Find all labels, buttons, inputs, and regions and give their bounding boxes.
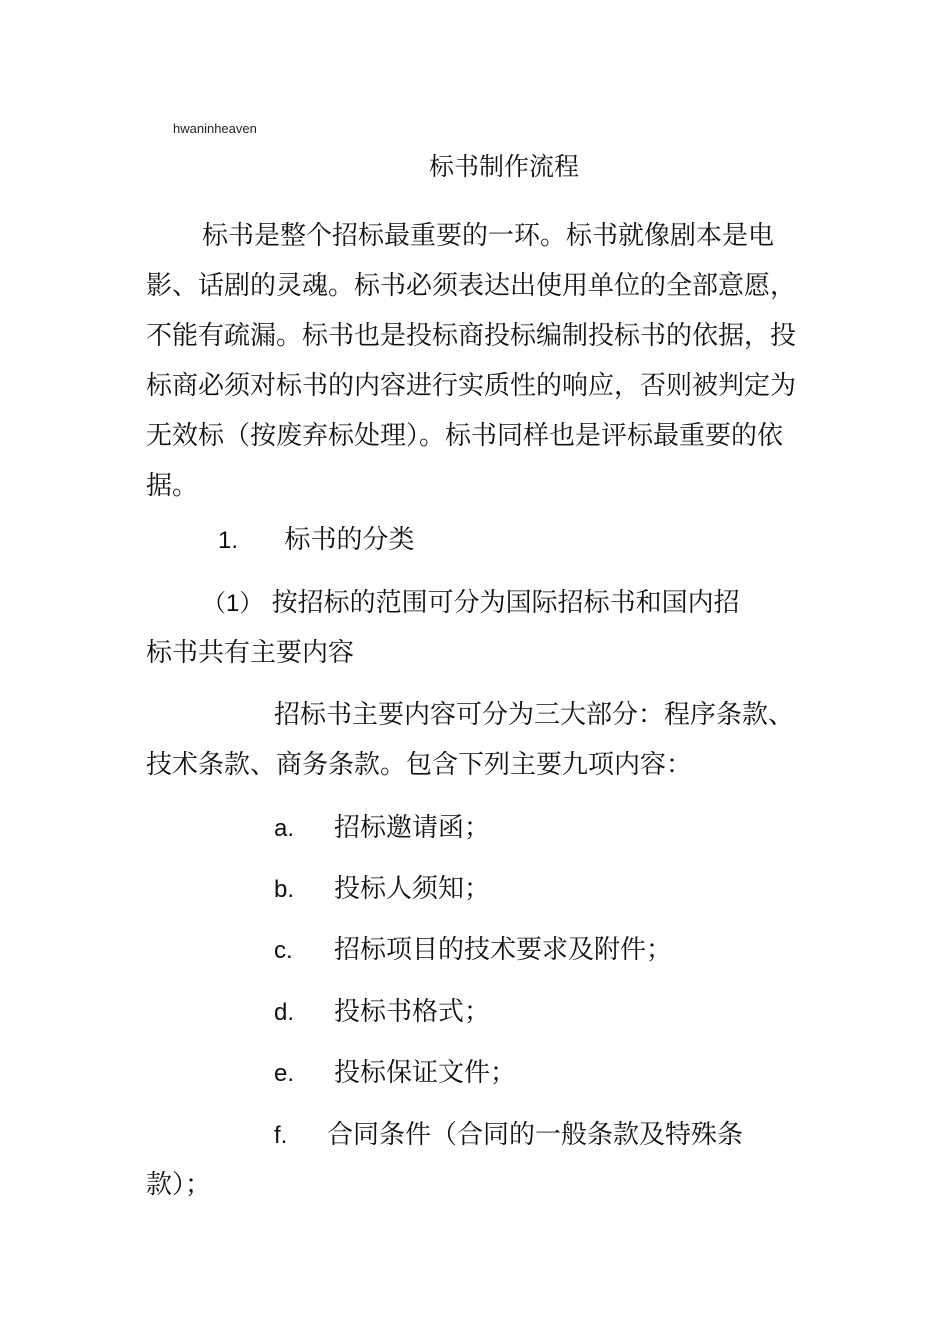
list-item-label: c.	[274, 937, 293, 964]
section-title: 标书的分类	[284, 525, 415, 555]
list-item-label: a.	[274, 815, 295, 842]
list-item-label: d.	[274, 999, 295, 1026]
subsection-text: 按招标的范围可分为国际招标书和国内招	[271, 588, 740, 618]
intro-paragraph: 标书是整个招标最重要的一环。标书就像剧本是电影、话剧的灵魂。标书必须表达出使用单位的全部意愿，不能有疏漏。标书也是投标商投标编制投标书的依据，投标商必须对标书的内容进行实质性的响应，否则被判定为无效标（按废弃标处理）。标书同样也是评标最重要的依据。	[146, 221, 797, 501]
list-item-text: 投标人须知；	[334, 874, 491, 904]
list-item-text: 投标书格式；	[334, 997, 491, 1027]
list-item	[274, 1056, 516, 1091]
section-heading	[218, 523, 415, 558]
list-item	[274, 933, 672, 968]
list-item-text: 合同条件（合同的一般条款及特殊条	[327, 1120, 744, 1150]
list-item-label: e.	[274, 1060, 295, 1087]
list-item	[274, 811, 490, 846]
list-item	[274, 872, 490, 907]
subsection-line-1	[202, 586, 740, 621]
header-author: hwaninheaven	[173, 121, 257, 136]
section-number: 1.	[218, 527, 239, 554]
content-paragraph: 招标书主要内容可分为三大部分：程序条款、技术条款、商务条款。包含下列主要九项内容：	[146, 700, 795, 780]
subsection-line-2: 标书共有主要内容	[146, 638, 355, 668]
list-item	[274, 995, 490, 1030]
list-item	[274, 1118, 743, 1153]
list-item-label: f.	[274, 1122, 288, 1149]
subsection-number: （1）	[202, 590, 264, 617]
list-item-label: b.	[274, 876, 295, 903]
list-item-text: 招标邀请函；	[334, 813, 491, 843]
list-item-continuation: 款）；	[146, 1170, 212, 1200]
list-item-text: 投标保证文件；	[334, 1058, 517, 1088]
document-title: 标书制作流程	[428, 152, 579, 181]
list-item-text: 招标项目的技术要求及附件；	[334, 935, 673, 965]
